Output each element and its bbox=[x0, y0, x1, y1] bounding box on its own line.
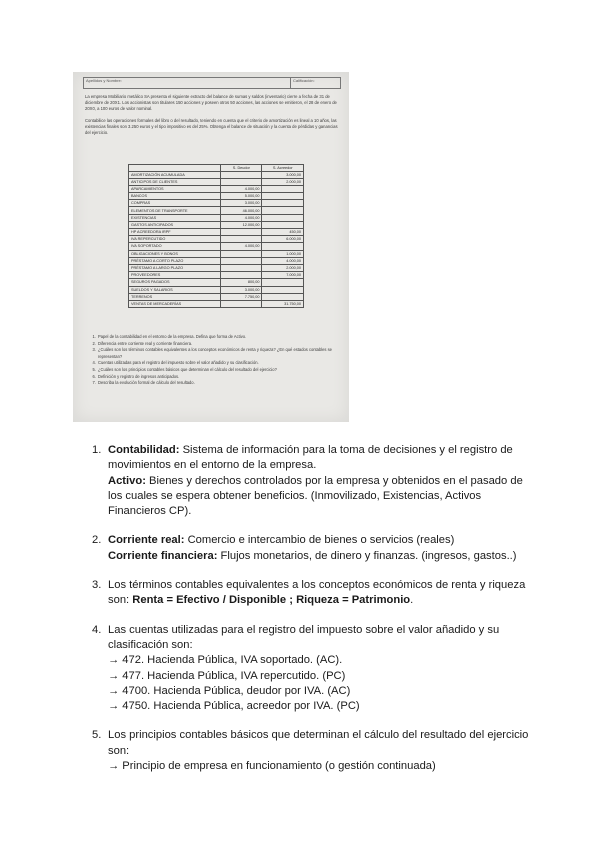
exam-question: 5. ¿Cuáles son los principios contables básicos que determinan el cálculo del resultado del ejercicio? bbox=[97, 367, 347, 374]
account-name-cell: IVA REPERCUTIDO bbox=[129, 236, 221, 243]
account-name-cell: VENTAS DE MERCADERÍAS bbox=[129, 300, 221, 307]
debit-cell: 4.000,00 bbox=[221, 243, 262, 250]
balance-table bbox=[128, 164, 304, 308]
credit-cell: 1.000,00 bbox=[262, 250, 304, 257]
account-item: → 4750. Hacienda Pública, acreedor por IVA. (PC) bbox=[108, 700, 360, 713]
answer-text: Financieros CP). bbox=[108, 505, 192, 518]
debit-cell: 4.000,00 bbox=[221, 214, 262, 221]
balance-table-row bbox=[129, 229, 304, 236]
answer-text: Los términos contables equivalentes a los conceptos económicos de renta y riqueza bbox=[108, 579, 526, 592]
debit-cell bbox=[221, 264, 262, 271]
credit-cell bbox=[262, 279, 304, 286]
debit-cell: 12.000,00 bbox=[221, 221, 262, 228]
debit-cell: 3.000,00 bbox=[221, 200, 262, 207]
exam-question: 2. Diferencia entre corriente real y corriente financiera. bbox=[97, 341, 347, 348]
answer-item bbox=[92, 443, 532, 519]
balance-table-row bbox=[129, 207, 304, 214]
credit-cell bbox=[262, 243, 304, 250]
account-name-cell: APARCAMIENTOS bbox=[129, 185, 221, 192]
answer-item bbox=[92, 578, 532, 609]
answer-number: 2. bbox=[92, 534, 102, 547]
term-label: Contabilidad: bbox=[108, 444, 180, 456]
answer-text: . bbox=[410, 594, 414, 607]
principle-item: → Principio de empresa en funcionamiento (o gestión continuada) bbox=[108, 760, 436, 773]
account-item: → 4700. Hacienda Pública, deudor por IVA. (AC) bbox=[108, 684, 351, 697]
account-name-cell: ELEMENTOS DE TRANSPORTE bbox=[129, 207, 221, 214]
account-name-cell: OBLIGACIONES Y BONOS bbox=[129, 250, 221, 257]
account-name-cell: PROVEEDORES bbox=[129, 272, 221, 279]
account-name-cell: COMPRAS bbox=[129, 200, 221, 207]
debit-cell bbox=[221, 236, 262, 243]
debit-cell: 800,00 bbox=[221, 279, 262, 286]
answer-number: 3. bbox=[92, 579, 102, 592]
answer-text: son: bbox=[108, 744, 130, 757]
answer-text: Los principios contables básicos que determinan el cálculo del resultado del ejercicio bbox=[108, 729, 529, 742]
credit-cell: 31.750,00 bbox=[262, 300, 304, 307]
answer-text: Flujos monetarios, de dinero y finanzas. (ingresos, gastos..) bbox=[217, 549, 517, 562]
balance-table-row bbox=[129, 272, 304, 279]
account-name-cell: PRÉSTAMO A CORTO PLAZO bbox=[129, 257, 221, 264]
balance-table-row bbox=[129, 171, 304, 178]
debit-cell bbox=[221, 171, 262, 178]
credit-cell: 2.000,00 bbox=[262, 264, 304, 271]
exam-question: 3. ¿Cuáles son los términos contables equivalentes a los conceptos económicos de renta y riqueza? ¿En qué estados contables se representan? bbox=[97, 347, 347, 360]
account-name-cell: SEGUROS PAGADOS bbox=[129, 279, 221, 286]
credit-cell bbox=[262, 286, 304, 293]
credit-cell bbox=[262, 185, 304, 192]
account-name-cell: EXISTENCIAS bbox=[129, 214, 221, 221]
debit-cell: 3.000,00 bbox=[221, 286, 262, 293]
exam-question: 4. Cuentas utilizadas para el registro del impuesto sobre el valor añadido y su clasificación. bbox=[97, 360, 347, 367]
balance-table-row bbox=[129, 279, 304, 286]
answer-text: Las cuentas utilizadas para el registro del impuesto sobre el valor añadido y su bbox=[108, 623, 500, 636]
debit-cell: 4.000,00 bbox=[221, 185, 262, 192]
account-name-cell: SUELDOS Y SALARIOS bbox=[129, 286, 221, 293]
answer-text: Sistema de información para la toma de decisiones y el registro de bbox=[179, 444, 513, 456]
balance-table-row bbox=[129, 257, 304, 264]
balance-table-row bbox=[129, 236, 304, 243]
balance-table-row bbox=[129, 221, 304, 228]
answer-bold-text: Renta = Efectivo / Disponible ; Riqueza = Patrimonio bbox=[132, 594, 411, 607]
balance-table-row bbox=[129, 185, 304, 192]
answer-text: clasificación son: bbox=[108, 638, 193, 651]
balance-col-header: S. Acreedor bbox=[262, 165, 304, 172]
exam-intro-paragraph: Contabilice las operaciones formales del libro o del resultado, teniendo en cuenta que el criterio de amortización es lineal a 10 años, las existencias finales son 3.250 euros y el tipo impositivo es del 25%. Obtenga el balance de situación y la cuenta de pérdidas y ganancias del ejercicio. bbox=[85, 117, 338, 136]
term-label: Corriente financiera: bbox=[108, 549, 218, 562]
exam-question: 1. Papel de la contabilidad en el entorno de la empresa. Defina que forma de Activo. bbox=[97, 334, 347, 341]
credit-cell: 450,00 bbox=[262, 229, 304, 236]
exam-photo bbox=[73, 72, 349, 422]
answer-text: movimientos en el entorno de la empresa. bbox=[108, 459, 317, 472]
balance-col-header: S. Deudor bbox=[221, 165, 262, 172]
debit-cell: 5.000,00 bbox=[221, 193, 262, 200]
answer-item bbox=[92, 728, 532, 774]
balance-table-row bbox=[129, 178, 304, 185]
exam-intro-paragraph: La empresa Mobiliario metálico SA presenta el siguiente extracto del balance de sumas y saldos (inventario) cierre a fecha de 31 de diciembre de 20X1. Los accionistas son titulares 150 acciones y poseen otros 50 acciones, las acciones se emitieron, el 28 de enero de 20X0, a 100 euros de valor nominal. bbox=[85, 94, 337, 112]
account-name-cell: IVA SOPORTADO bbox=[129, 243, 221, 250]
answer-item bbox=[92, 533, 532, 564]
debit-cell bbox=[221, 272, 262, 279]
exam-question: 7. Describa la evolución formal de cálculo del resultado. bbox=[97, 380, 347, 387]
account-name-cell: PRÉSTAMO A LARGO PLAZO bbox=[129, 264, 221, 271]
account-name-cell: HP ACREEDORA IRPF bbox=[129, 229, 221, 236]
debit-cell bbox=[221, 250, 262, 257]
account-name-cell: TERRENOS bbox=[129, 293, 221, 300]
exam-question: 6. Definición y registro de ingresos anticipados. bbox=[97, 374, 347, 381]
debit-cell bbox=[221, 300, 262, 307]
balance-table-row bbox=[129, 286, 304, 293]
exam-intro bbox=[85, 94, 339, 141]
answers-list bbox=[92, 443, 532, 788]
debit-cell bbox=[221, 257, 262, 264]
term-label: Activo: bbox=[108, 474, 146, 487]
balance-table-row bbox=[129, 300, 304, 307]
credit-cell bbox=[262, 193, 304, 200]
answer-text: son: bbox=[108, 594, 133, 607]
credit-cell: 4.000,00 bbox=[262, 257, 304, 264]
debit-cell: 7.750,00 bbox=[221, 293, 262, 300]
account-item: → 472. Hacienda Pública, IVA soportado. (AC). bbox=[108, 654, 343, 667]
credit-cell bbox=[262, 207, 304, 214]
credit-cell bbox=[262, 293, 304, 300]
credit-cell bbox=[262, 221, 304, 228]
answer-number: 1. bbox=[92, 444, 102, 456]
credit-cell: 7.000,00 bbox=[262, 272, 304, 279]
account-name-cell: BANCOS bbox=[129, 193, 221, 200]
term-label: Corriente real: bbox=[108, 534, 185, 547]
credit-cell: 3.000,00 bbox=[262, 171, 304, 178]
exam-questions bbox=[87, 334, 347, 387]
answer-number: 5. bbox=[92, 729, 102, 742]
name-field-label: Apellidos y Nombre: bbox=[86, 78, 122, 83]
credit-cell bbox=[262, 200, 304, 207]
exam-header-box bbox=[83, 77, 341, 89]
debit-cell: 46.000,00 bbox=[221, 207, 262, 214]
answer-text: Bienes y derechos controlados por la empresa y obtenidos en el pasado de bbox=[145, 474, 523, 487]
credit-cell: 6.000,00 bbox=[262, 236, 304, 243]
balance-table-row bbox=[129, 243, 304, 250]
answer-item bbox=[92, 623, 532, 715]
balance-table-row bbox=[129, 264, 304, 271]
answer-number: 4. bbox=[92, 623, 102, 636]
account-name-cell: GASTOS ANTICIPADOS bbox=[129, 221, 221, 228]
grade-field-label: Calificación: bbox=[293, 78, 315, 83]
account-name-cell: ANTICIPOS DE CLIENTES bbox=[129, 178, 221, 185]
balance-table-row bbox=[129, 293, 304, 300]
credit-cell: 2.000,00 bbox=[262, 178, 304, 185]
account-name-cell: AMORTIZACIÓN ACUMULADA bbox=[129, 171, 221, 178]
balance-table-row bbox=[129, 250, 304, 257]
balance-table-row bbox=[129, 200, 304, 207]
answer-text: los cuales se espera obtener beneficios. (Inmovilizado, Existencias, Activos bbox=[108, 489, 482, 502]
balance-table-row bbox=[129, 214, 304, 221]
balance-table-row bbox=[129, 193, 304, 200]
debit-cell bbox=[221, 178, 262, 185]
credit-cell bbox=[262, 214, 304, 221]
answer-text: Comercio e intercambio de bienes o servicios (reales) bbox=[184, 534, 455, 547]
debit-cell bbox=[221, 229, 262, 236]
account-item: → 477. Hacienda Pública, IVA repercutido. (PC) bbox=[108, 669, 346, 682]
